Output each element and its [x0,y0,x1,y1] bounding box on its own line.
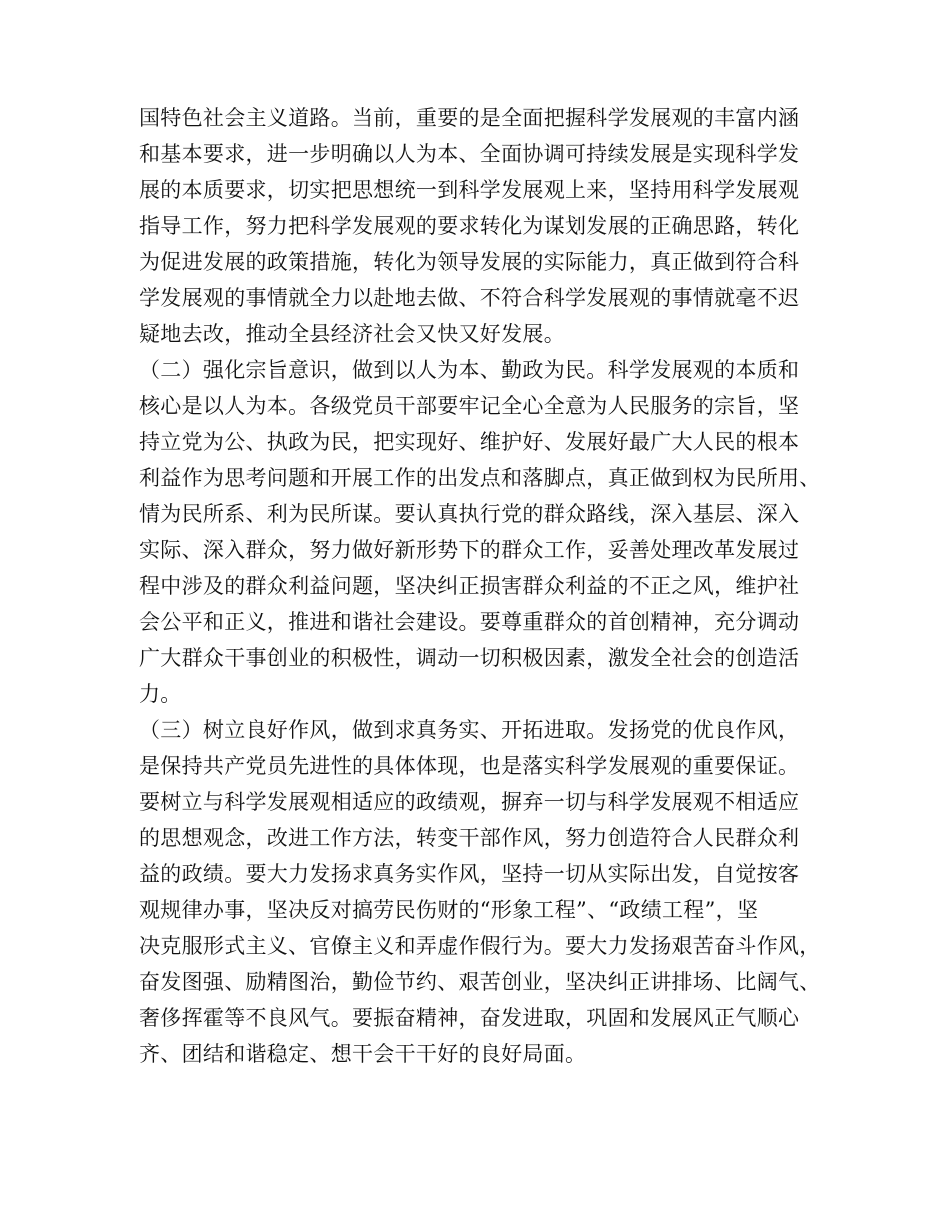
section-heading-line: （二）强化宗旨意识，做到以人为本、勤政为民。科学发展观的本质和 [139,358,800,382]
text-line: 奋发图强、励精图治，勤俭节约、艰苦创业，坚决纠正讲排场、比阔气、 [139,970,821,994]
text-line: 益的政绩。要大力发扬求真务实作风，坚持一切从实际出发，自觉按客 [139,862,800,886]
text-line: 疑地去改，推动全县经济社会又快又好发展。 [139,322,565,346]
text-line: 齐、团结和谐稳定、想干会干干好的良好局面。 [139,1042,587,1066]
text-line: 力。 [139,682,182,706]
text-line: 学发展观的事情就全力以赴地去做、不符合科学发展观的事情就毫不迟 [139,286,800,310]
text-line: 会公平和正义，推进和谐社会建设。要尊重群众的首创精神，充分调动 [139,610,800,634]
text-line: 利益作为思考问题和开展工作的出发点和落脚点，真正做到权为民所用、 [139,466,821,490]
text-line: 广大群众干事创业的积极性，调动一切积极因素，激发全社会的创造活 [139,646,800,670]
text-line: 指导工作，努力把科学发展观的要求转化为谋划发展的正确思路，转化 [139,214,800,238]
text-line: 是保持共产党员先进性的具体体现，也是落实科学发展观的重要保证。 [139,754,800,778]
text-line: 国特色社会主义道路。当前，重要的是全面把握科学发展观的丰富内涵 [139,106,800,130]
text-line: 实际、深入群众，努力做好新形势下的群众工作，妥善处理改革发展过 [139,538,800,562]
text-line: 要树立与科学发展观相适应的政绩观，摒弃一切与科学发展观不相适应 [139,790,800,814]
text-line: 决克服形式主义、官僚主义和弄虚作假行为。要大力发扬艰苦奋斗作风， [139,934,821,958]
document-body [139,100,819,1072]
text-line: 为促进发展的政策措施，转化为领导发展的实际能力，真正做到符合科 [139,250,800,274]
text-line: 和基本要求，进一步明确以人为本、全面协调可持续发展是实现科学发 [139,142,800,166]
text-line: 持立党为公、执政为民，把实现好、维护好、发展好最广大人民的根本 [139,430,800,454]
text-line: 程中涉及的群众利益问题，坚决纠正损害群众利益的不正之风，维护社 [139,574,800,598]
section-heading-line: （三）树立良好作风，做到求真务实、开拓进取。发扬党的优良作风， [139,718,800,742]
text-line: 情为民所系、利为民所谋。要认真执行党的群众路线，深入基层、深入 [139,502,800,526]
text-line: 展的本质要求，切实把思想统一到科学发展观上来，坚持用科学发展观 [139,178,800,202]
text-line: 奢侈挥霍等不良风气。要振奋精神，奋发进取，巩固和发展风正气顺心 [139,1006,800,1030]
text-line: 的思想观念，改进工作方法，转变干部作风，努力创造符合人民群众利 [139,826,800,850]
text-line: 观规律办事，坚决反对搞劳民伤财的“形象工程”、“政绩工程”，坚 [139,898,759,922]
text-line: 核心是以人为本。各级党员干部要牢记全心全意为人民服务的宗旨，坚 [139,394,800,418]
